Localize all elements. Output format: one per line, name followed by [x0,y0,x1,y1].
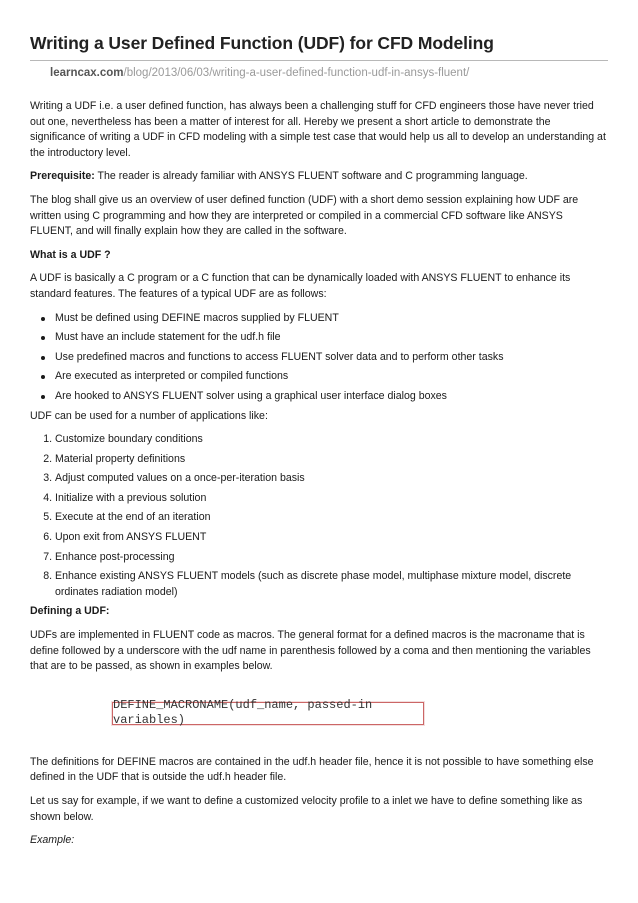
example-intro-paragraph: Let us say for example, if we want to define a customized velocity profile to a inlet we have to define something like as shown below. [30,795,583,823]
overview-paragraph: The blog shall give us an overview of user defined function (UDF) with a short demo session explaining how UDF are written using C programming and how they are interpreted or compiled in a commercial CFD software like ANSYS FLUENT, and will finally explain how they are called in the software. [30,193,579,238]
prerequisite-paragraph [30,169,608,185]
list-item: 4. Initialize with a previous solution [55,491,608,507]
list-item: 7. Enhance post-processing [55,550,608,566]
list-item: 8. Enhance existing ANSYS FLUENT models (such as discrete phase model, multiphase mixture model, discrete ordinates radiation model) [55,569,608,600]
features-list [30,311,608,405]
intro-paragraph: Writing a UDF i.e. a user defined function, has always been a challenging stuff for CFD engineers those have never tried out one, nevertheless has been a matter of interest for all. Hereby we present a short article to demonstrate the significance of writing a UDF in CFD modeling with a simple test case that would help us all to develop an understanding at the introductory level. [30,100,606,159]
list-item: 5. Execute at the end of an iteration [55,510,608,526]
source-path[interactable]: /blog/2013/06/03/writing-a-user-defined-function-udf-in-ansys-fluent/ [123,67,470,79]
title-divider [30,60,608,61]
defining-heading [30,604,608,620]
example-label: Example: [30,834,75,847]
applications-intro: UDF can be used for a number of applications like: [30,409,268,422]
list-item: Are hooked to ANSYS FLUENT solver using a graphical user interface dialog boxes [50,389,608,405]
list-item: Must have an include statement for the udf.h file [50,330,608,346]
list-item: Are executed as interpreted or compiled functions [50,369,608,385]
defining-heading-text: Defining a UDF: [30,605,110,618]
what-paragraph: A UDF is basically a C program or a C function that can be dynamically loaded with ANSYS FLUENT to enhance its standard features. The features of a typical UDF are as follows: [30,272,571,300]
page-title: Writing a User Defined Function (UDF) for CFD Modeling [30,33,494,53]
what-heading [30,248,608,264]
definitions-paragraph: The definitions for DEFINE macros are contained in the udf.h header file, hence it is not possible to have something else defined in the UDF that is outside the udf.h header file. [30,755,594,784]
source-url[interactable] [50,67,469,79]
list-item: Must be defined using DEFINE macros supplied by FLUENT [50,311,608,327]
defining-paragraph: UDFs are implemented in FLUENT code as macros. The general format for a defined macros is the macroname that is define followed by a underscore with the udf name in parenthesis followed by a coma and then mentioning the variables that are to be passed, as shown in examples below. [30,629,591,673]
list-item: 3. Adjust computed values on a once-per-iteration basis [55,471,608,487]
prerequisite-text: The reader is already familiar with ANSYS FLUENT software and C programming language. [94,170,528,183]
list-item: Use predefined macros and functions to access FLUENT solver data and to perform other tasks [50,350,608,366]
source-domain[interactable]: learncax.com [50,67,124,79]
list-item: 6. Upon exit from ANSYS FLUENT [55,530,608,546]
article-body [30,99,608,857]
list-item: 1. Customize boundary conditions [55,432,608,448]
macro-code-image: DEFINE_MACRONAME(udf_name, passed-in variables) [112,702,424,725]
list-item: 2. Material property definitions [55,452,608,468]
prerequisite-label: Prerequisite: [30,170,95,183]
applications-list [30,432,608,600]
what-heading-text: What is a UDF ? [30,248,111,261]
